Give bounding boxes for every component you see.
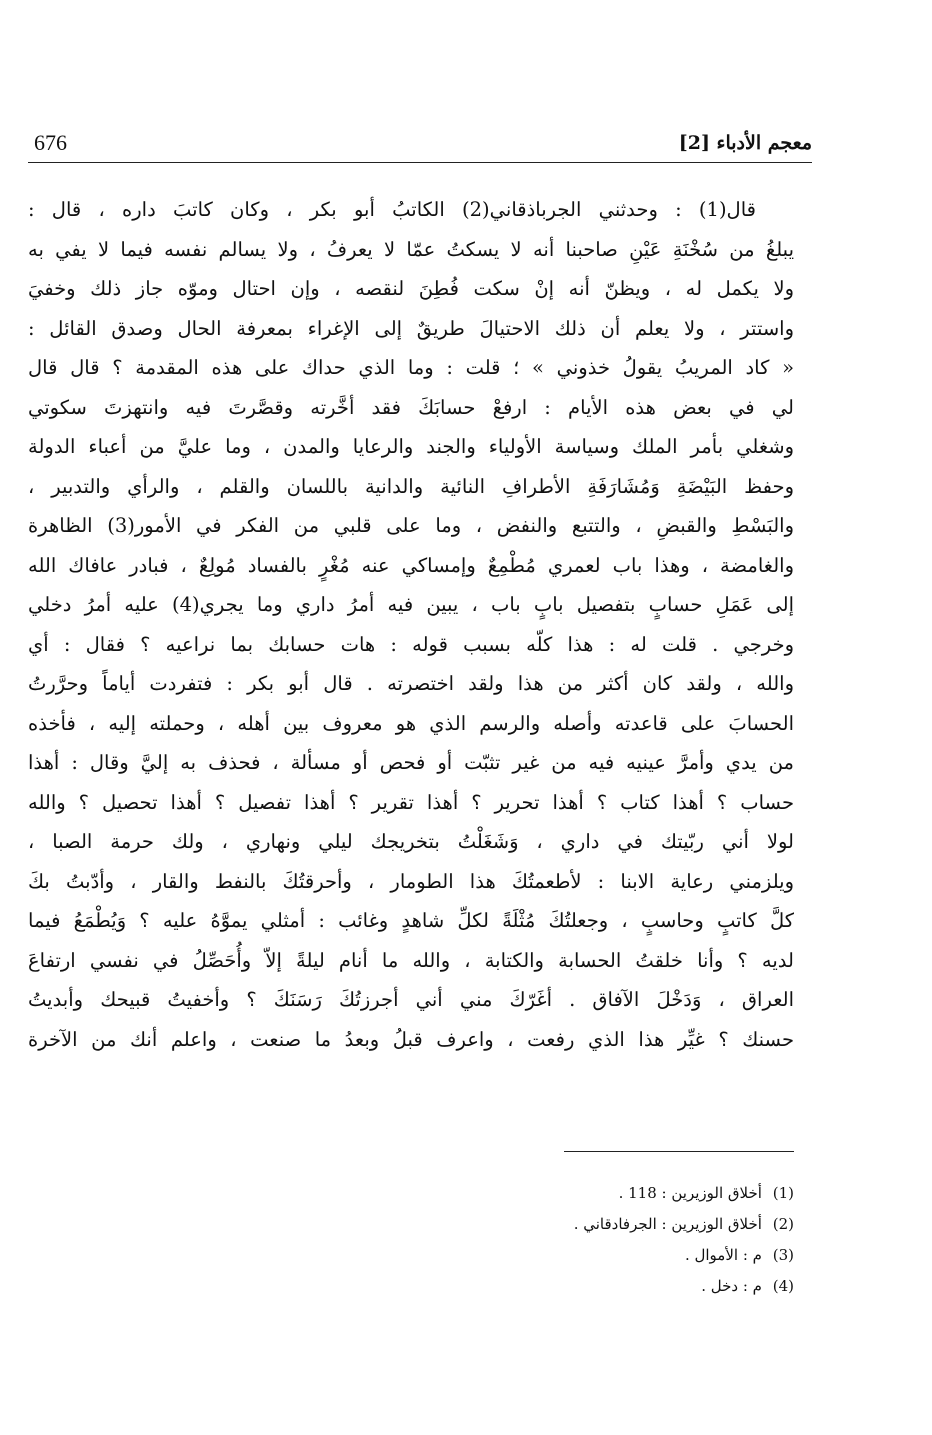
- page-number: 676: [34, 130, 67, 155]
- footnote-number: (3): [772, 1246, 794, 1264]
- footnote-number: (1): [772, 1184, 794, 1202]
- text-line: قال(1) : وحدثني الجرباذقاني(2) الكاتبُ أبو بكر ، وكان كاتبَ داره ، قال :: [28, 198, 756, 221]
- text-line: ويلزمني رعاية الابنا : لأطعمتُكَ هذا الطومار ، وأحرقتُكَ بالنفط والقار ، وأدّبتُ بكَ: [28, 869, 794, 893]
- text-line: والله ، ولقد كان أكثر من هذا ولقد اختصرته . قال أبو بكر : فتفردت أياماً وحرَّرتُ: [28, 672, 794, 695]
- text-line: لولا أني ربّيتك في داري ، وَشَغَلْتُ بتخريجك ليلي ونهاري ، ولك حرمة الصبا ،: [28, 830, 794, 853]
- text-line: لي في بعض هذه الأيام : ارفعْ حسابَكَ فقد أخَّرته وقصَّرتَ فيه وانتهزتَ سكوتي: [28, 395, 794, 419]
- text-line: كلَّ كاتبٍ وحاسبٍ ، وجعلتُكَ مُثْلَةً لكلِّ شاهدٍ وغائب : أمثلي يموَّهُ عليه ؟ وَيُطْمَعُ فيما: [28, 909, 794, 932]
- text-line: إلى عَمَلِ حسابٍ بتفصيل بابٍ باب ، يبين فيه أمرُ داري وما يجري(4) عليه أمرُ دخلي: [28, 593, 794, 616]
- footnote-text: م : دخل .: [701, 1277, 762, 1295]
- text-line: « كاد المريبُ يقولُ خذوني » ؛ قلت : وما الذي حداك على هذه المقدمة ؟ قال قال: [28, 356, 794, 379]
- text-line: والبَسْطِ والقبضِ ، والتتبع والنفض ، وما على قلبي من الفكر في الأمور(3) الظاهرة: [28, 514, 794, 537]
- footnote-number: (4): [772, 1277, 794, 1295]
- body-text: [28, 190, 794, 1150]
- text-line: العراق ، وَدَخْلَ الآفاق . أغَرّكَ مني أني أجرزتُكَ رَسَنَكَ ؟ وأخفيتُ قبيحك وأبديتُ: [28, 988, 794, 1011]
- footnote-text: أخلاق الوزيرين : الجرفادقاني .: [573, 1215, 762, 1233]
- text-line: لديه ؟ وأنا خلقتُ الحسابة والكتابة ، والله ما أنام ليلةً إلاّ وأُحَصِّلُ في نفسي ارتفاعَ: [28, 948, 794, 972]
- text-line: الحسابَ على قاعدته وأصله والرسم الذي هو معروف بين أهله ، وحملته إليه ، فأخذه: [28, 711, 794, 735]
- footnote: [200, 1178, 794, 1209]
- footnote: [200, 1271, 794, 1302]
- text-line: يبلغُ من سُخْنَةِ عَيْنِ صاحبنا أنه لا يسكتُ عمّا لا يعرفُ ، ولا يسالم نفسه فيما لا يفي به: [28, 237, 794, 261]
- footnote: [200, 1240, 794, 1271]
- text-line: واستتر ، ولا يعلم أن ذلك الاحتيالَ طريقٌ إلى الإغراء بمعرفة الحال وصدق القائل :: [28, 316, 794, 340]
- text-line: وخرجي . قلت له : هذا كلّه بسبب قوله : هات حسابك بما نراعيه ؟ فقال : أي: [28, 632, 794, 656]
- text-line: حسنك ؟ غيِّر هذا الذي رفعت ، واعرف قبلُ وبعدُ ما صنعت ، واعلم أنك من الآخرة: [28, 1027, 794, 1051]
- running-title: معجم الأدباء [2]: [678, 132, 812, 154]
- page-header: [28, 128, 812, 163]
- footnote-divider: [564, 1151, 794, 1152]
- footnote-text: أخلاق الوزيرين : 118 .: [618, 1184, 762, 1202]
- text-line: حساب ؟ أهذا كتاب ؟ أهذا تحرير ؟ أهذا تقرير ؟ أهذا تفصيل ؟ أهذا تحصيل ؟ والله: [28, 790, 794, 814]
- footnote-number: (2): [772, 1215, 794, 1233]
- text-line: من يدي وأمرَّ عينيه فيه من غير تثبّت أو فحص أو مسألة ، فحذف به إليَّ وقال : أهذا: [28, 751, 794, 774]
- text-line: والغامضة ، وهذا باب لعمري مُطْمِعٌ وإمساكي عنه مُغْرٍ بالفساد مُولِعٌ ، فبادر عافاك الله: [28, 553, 794, 577]
- footnote-text: م : الأموال .: [684, 1246, 762, 1264]
- text-line: وحفظ البَيْضَةِ وَمُشَارَفَةِ الأطرافِ النائية والدانية باللسان والقلم ، والرأي والتدبير ،: [28, 474, 794, 498]
- footnotes: [200, 1178, 794, 1302]
- text-line: وشغلي بأمر الملك وسياسة الأولياء والجند والرعايا والمدن ، وما عليَّ من أعباء الدولة: [28, 435, 794, 458]
- text-line: ولا يكمل له ، ويظنّ أنه إنْ سكت فُطِنَ لنقصه ، وإن احتال وموّه جاز ذلك وخفيَ: [28, 277, 794, 300]
- footnote: [200, 1209, 794, 1240]
